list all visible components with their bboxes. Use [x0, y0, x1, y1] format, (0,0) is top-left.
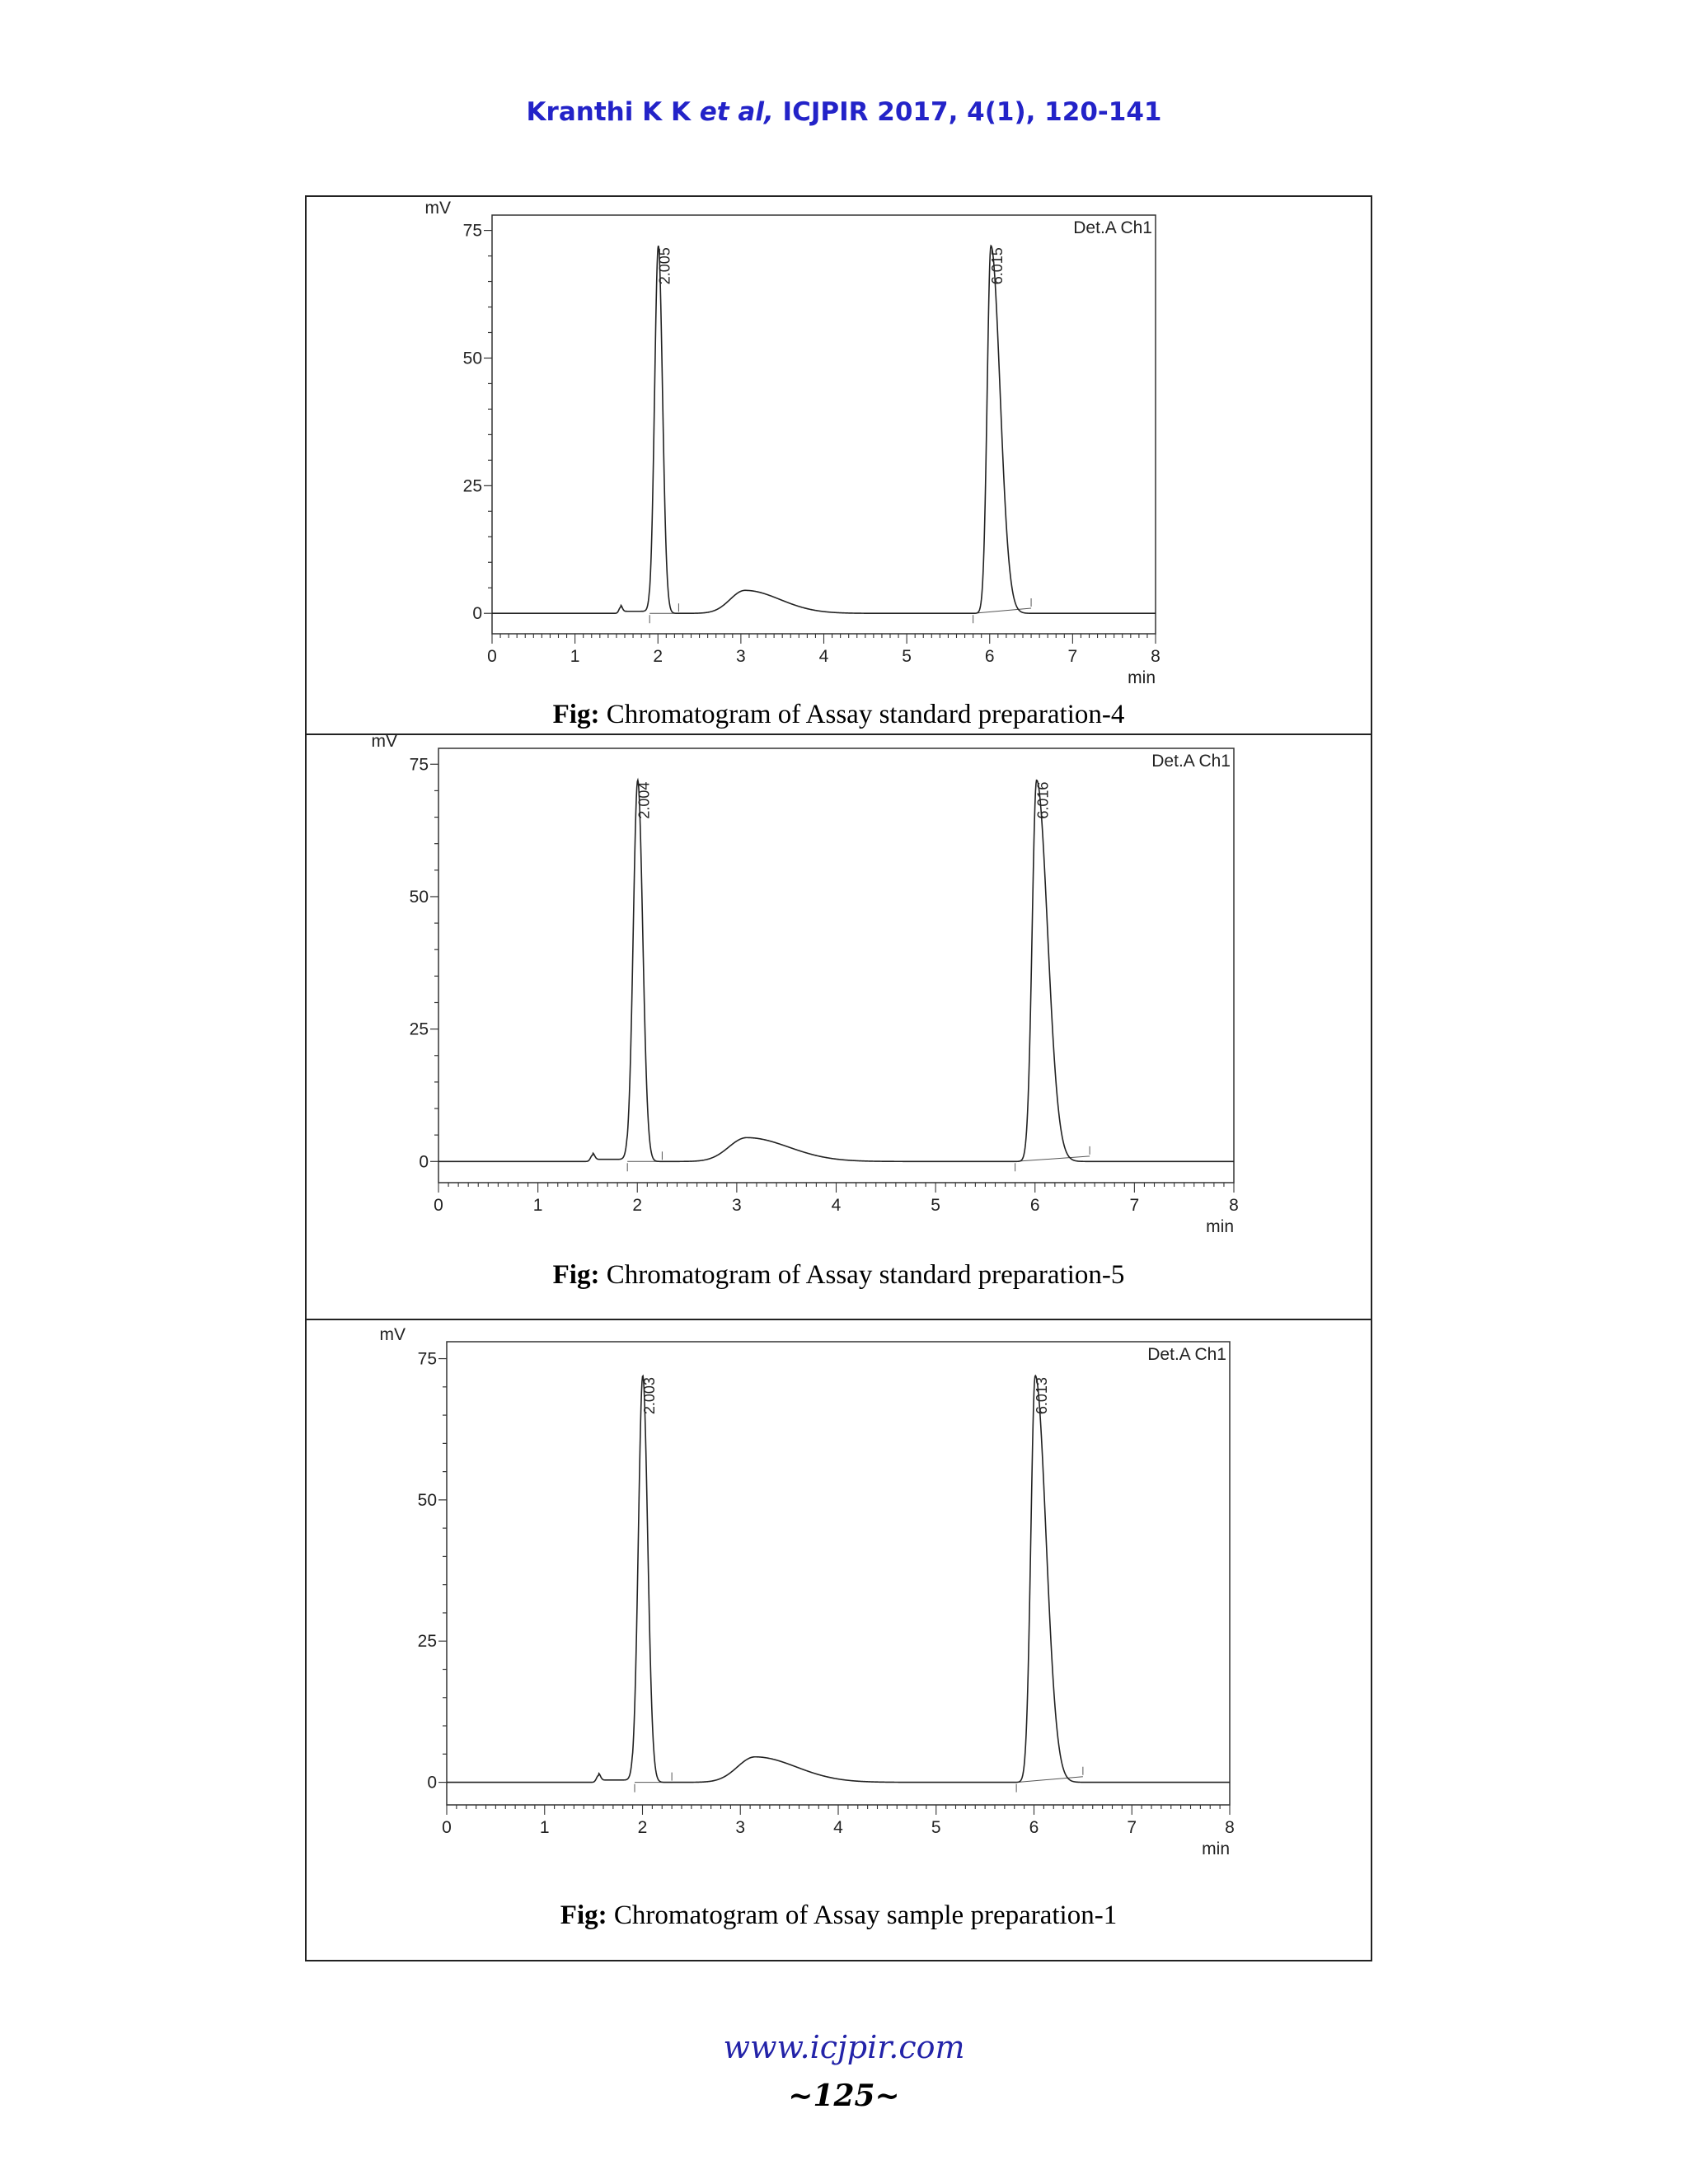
y-axis-label: mV [379, 1325, 406, 1344]
y-tick-label: 25 [417, 1632, 437, 1652]
plot-frame [447, 1342, 1230, 1805]
x-tick-label: 0 [487, 647, 497, 666]
plot-frame [438, 748, 1234, 1183]
y-tick-label: 75 [417, 1349, 437, 1369]
caption-text: Chromatogram of Assay standard preparation-4 [606, 700, 1125, 729]
caption-prefix: Fig: [552, 1260, 600, 1290]
figure-caption-2 [307, 1260, 1371, 1291]
x-tick-label: 2 [653, 647, 663, 666]
x-tick-label: 8 [1229, 1196, 1239, 1215]
x-tick-label: 6 [1029, 1818, 1039, 1837]
x-tick-label: 3 [736, 647, 746, 666]
header-author: Kranthi K K [526, 97, 691, 127]
retention-time-label: 2.005 [656, 247, 673, 285]
x-axis-label: min [1128, 668, 1156, 687]
x-axis-label: min [1206, 1217, 1234, 1236]
x-tick-label: 0 [434, 1196, 443, 1215]
caption-prefix: Fig: [560, 1900, 607, 1930]
figure-cell-1 [307, 197, 1371, 735]
header-etal: et al, [699, 97, 774, 127]
x-tick-label: 5 [931, 1196, 940, 1215]
x-tick-label: 3 [735, 1818, 746, 1837]
x-tick-label: 3 [732, 1196, 742, 1215]
figure-table [305, 195, 1372, 1961]
detector-label: Det.A Ch1 [1073, 218, 1152, 237]
y-tick-label: 0 [419, 1152, 429, 1172]
x-tick-label: 8 [1151, 647, 1160, 666]
chromatogram-chart-1 [307, 197, 1371, 735]
x-tick-label: 7 [1067, 647, 1078, 666]
y-tick-label: 50 [462, 349, 482, 368]
x-tick-label: 1 [570, 647, 580, 666]
figure-cell-3 [307, 1320, 1371, 1961]
x-tick-label: 4 [818, 647, 829, 666]
x-tick-label: 2 [637, 1818, 648, 1837]
retention-time-label: 6.013 [1034, 1377, 1051, 1415]
plot-frame [492, 215, 1156, 634]
x-tick-label: 6 [1029, 1196, 1040, 1215]
figure-caption-3 [307, 1900, 1371, 1931]
detector-label: Det.A Ch1 [1147, 1345, 1226, 1364]
chromatogram-chart-2 [307, 735, 1371, 1320]
figure-cell-2 [307, 735, 1371, 1320]
retention-time-label: 2.003 [640, 1377, 658, 1415]
x-tick-label: 2 [632, 1196, 643, 1215]
x-axis-label: min [1202, 1840, 1230, 1858]
y-tick-label: 75 [462, 221, 482, 241]
y-tick-label: 0 [472, 604, 482, 624]
caption-text: Chromatogram of Assay sample preparation-1 [613, 1900, 1118, 1930]
page-number: ~125~ [788, 2079, 900, 2113]
chromatogram-trace [447, 1376, 1230, 1782]
detector-label: Det.A Ch1 [1151, 752, 1231, 771]
header-citation: ICJPIR 2017, 4(1), 120-141 [782, 97, 1162, 127]
x-tick-label: 1 [539, 1818, 550, 1837]
y-tick-label: 50 [409, 887, 429, 907]
running-head [0, 97, 1688, 127]
y-axis-label: mV [371, 735, 397, 751]
y-tick-label: 0 [427, 1773, 437, 1793]
chromatogram-chart-3 [307, 1320, 1371, 1961]
retention-time-label: 2.004 [635, 781, 653, 819]
x-tick-label: 6 [984, 647, 995, 666]
figure-caption-1 [307, 700, 1371, 730]
chromatogram-trace [438, 780, 1234, 1162]
y-tick-label: 25 [409, 1019, 429, 1039]
x-tick-label: 4 [833, 1818, 843, 1837]
footer-url[interactable]: www.icjpir.com [723, 2029, 965, 2065]
x-tick-label: 5 [931, 1818, 941, 1837]
chromatogram-trace [492, 246, 1156, 613]
x-tick-label: 0 [442, 1818, 452, 1837]
caption-prefix: Fig: [552, 700, 600, 729]
caption-text: Chromatogram of Assay standard preparation-5 [606, 1260, 1125, 1290]
y-axis-label: mV [424, 199, 451, 218]
x-tick-label: 1 [532, 1196, 543, 1215]
x-tick-label: 5 [902, 647, 912, 666]
retention-time-label: 6.015 [989, 247, 1006, 285]
y-tick-label: 25 [462, 476, 482, 496]
x-tick-label: 4 [831, 1196, 842, 1215]
y-tick-label: 50 [417, 1490, 437, 1510]
x-tick-label: 8 [1225, 1818, 1235, 1837]
retention-time-label: 6.016 [1034, 781, 1052, 819]
x-tick-label: 7 [1129, 1196, 1140, 1215]
y-tick-label: 75 [409, 755, 429, 775]
x-tick-label: 7 [1127, 1818, 1137, 1837]
